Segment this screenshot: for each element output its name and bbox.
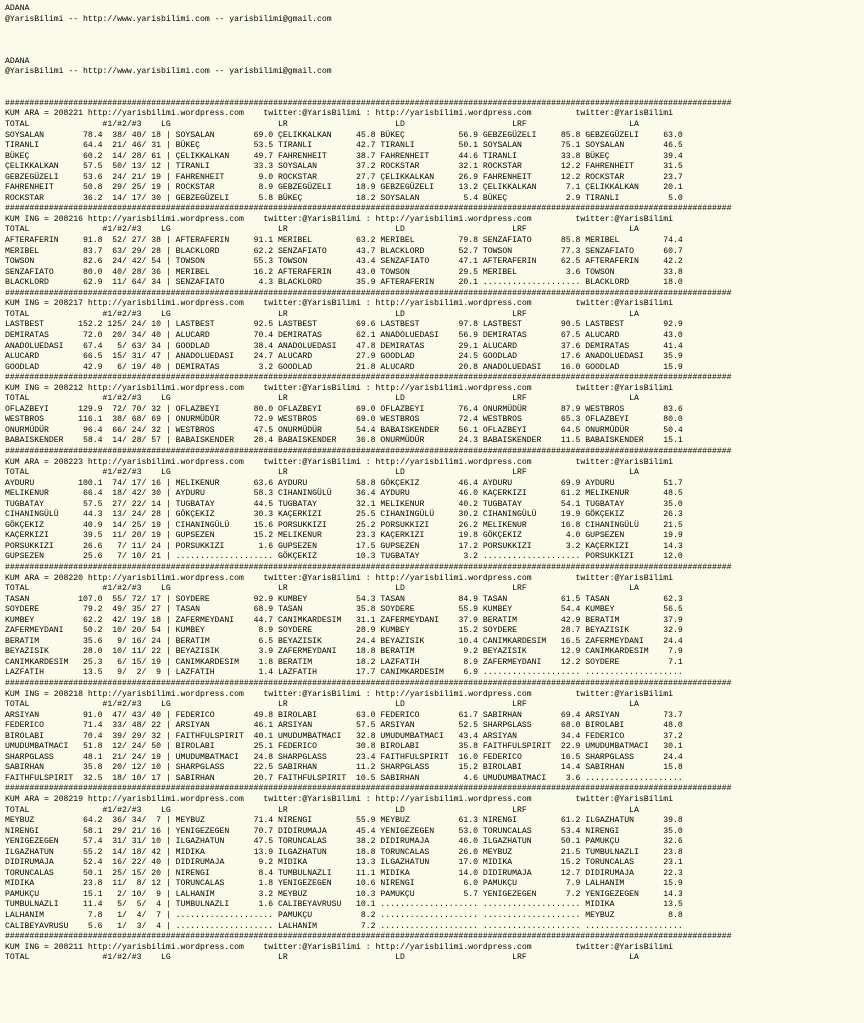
column-header: TOTAL #1/#2/#3 LG LR LD LRF LA: [5, 953, 639, 963]
runner-row: TASAN 107.0 55/ 72/ 17 | SOYDERE 92.9 KUMBEY 54.3 TASAN 84.9 TASAN 61.5 TASAN 62.3: [5, 594, 683, 604]
runner-row: GEBZEGÜZELI 53.6 24/ 21/ 19 | FAHRENHEIT 9.0 ROCKSTAR 27.7 ÇELIKKALKAN 26.9 FAHRENHEIT 12.2 ROCKSTAR 23.7: [5, 172, 683, 182]
runner-row: TIRANLI 64.4 21/ 46/ 31 | BÜKEÇ 53.5 TIRANLI 42.7 TIRANLI 50.1 SOYSALAN 75.1 SOYSALAN 46.5: [5, 141, 683, 151]
column-header: TOTAL #1/#2/#3 LG LR LD LRF LA: [5, 468, 639, 478]
runner-row: SENZAFIATO 80.0 40/ 28/ 36 | MERIBEL 16.2 AFTERAFERIN 43.0 TOWSON 29.5 MERIBEL 3.6 TOWSON 33.8: [5, 267, 683, 277]
site-credit: @YarisBilimi -- http://www.yarisbilimi.com -- yarisbilimi@gmail.com: [5, 14, 332, 24]
runner-row: LASTBEST 152.2 125/ 24/ 10 | LASTBEST 92.5 LASTBEST 69.6 LASTBEST 97.8 LASTBEST 90.5 LASTBEST 92.9: [5, 320, 683, 330]
runner-row: GOODLAD 42.9 6/ 19/ 40 | DEMIRATAS 3.2 GOODLAD 21.8 ALUCARD 20.8 ANADOLUEDASI 16.0 GOODLAD 15.9: [5, 362, 683, 372]
runner-row: BEYAZISIK 28.0 10/ 11/ 22 | BEYAZISIK 3.9 ZAFERMEYDANI 18.8 BERATIM 9.2 BEYAZISIK 12.9 CANIMKARDESIM 7.9: [5, 647, 683, 657]
venue-title: ADANA: [5, 56, 30, 66]
runner-row: UMUDUMBATMACI 51.8 12/ 24/ 50 | BIROLABI 25.1 FEDERICO 30.8 BIROLABI 35.8 FAITHFULSPIRIT 22.9 UMUDUMBATMACI 30.1: [5, 742, 683, 752]
runner-row: NIRENGI 58.1 29/ 21/ 16 | YENIGEZEGEN 70.7 DIDIRUMAJA 45.4 YENIGEZEGEN 53.0 TORUNCALAS 53.4 NIRENGI 35.0: [5, 826, 683, 836]
venue-title: ADANA: [5, 4, 30, 13]
runner-row: MELIKENUR 66.4 18/ 42/ 30 | AYDURU 58.3 CIHANINGÜLÜ 36.4 AYDURU 46.0 KAÇERKIZI 61.2 MELIKENUR 48.5: [5, 489, 683, 499]
runner-row: TUMBULNAZLI 11.4 5/ 5/ 4 | TUMBULNAZLI 1.6 CALIBEYAVRUSU 10.1 .................... .................... MIDIKA 13.5: [5, 900, 683, 910]
column-header: TOTAL #1/#2/#3 LG LR LD LRF LA: [5, 120, 639, 130]
runner-row: SHARPGLASS 48.1 21/ 24/ 19 | UMUDUMBATMACI 24.8 SHARPGLASS 23.4 FAITHFULSPIRIT 16.0 FEDERICO 16.5 SHARPGLASS 24.4: [5, 752, 683, 762]
runner-row: TUGBATAY 57.5 27/ 22/ 14 | TUGBATAY 44.5 TUGBATAY 32.1 MELIKENUR 40.2 TUGBATAY 54.1 TUGBATAY 35.0: [5, 499, 683, 509]
section-separator: #####################################################################################################################################################: [5, 446, 732, 456]
runner-row: ANADOLUEDASI 67.4 5/ 63/ 34 | GOODLAD 38.4 ANADOLUEDASI 47.8 DEMIRATAS 29.1 ALUCARD 37.6 DEMIRATAS 41.4: [5, 341, 683, 351]
column-header: TOTAL #1/#2/#3 LG LR LD LRF LA: [5, 394, 639, 404]
runner-row: TOWSON 82.6 24/ 42/ 54 | TOWSON 55.3 TOWSON 43.4 SENZAFIATO 47.1 AFTERAFERIN 62.5 AFTERAFERIN 42.2: [5, 257, 683, 267]
runner-row: ILGAZHATUN 55.2 14/ 18/ 42 | MIDIKA 13.9 ILGAZHATUN 18.8 TORUNCALAS 26.0 MEYBUZ 21.5 TUMBULNAZLI 23.8: [5, 847, 683, 857]
section-separator: #####################################################################################################################################################: [5, 204, 732, 214]
race-header: KUM ARA = 208220 http://yarisbilimi.wordpress.com twitter:@YarisBilimi : http://yarisbilimi.wordpress.com twitter:@YarisBilimi: [5, 573, 673, 583]
race-header: KUM ARA = 208223 http://yarisbilimi.wordpress.com twitter:@YarisBilimi : http://yarisbilimi.wordpress.com twitter:@YarisBilimi: [5, 457, 673, 467]
runner-row: GÖKÇEKIZ 40.9 14/ 25/ 19 | CIHANINGÜLÜ 15.6 PORSUKKIZI 25.2 PORSUKKIZI 26.2 MELIKENUR 16.8 CIHANINGÜLÜ 21.5: [5, 520, 683, 530]
runner-row: ÇELIKKALKAN 57.5 50/ 13/ 12 | TIRANLI 33.3 SOYSALAN 37.2 ROCKSTAR 32.1 ROCKSTAR 12.2 FAHRENHEIT 31.5: [5, 162, 683, 172]
blank-line: [5, 88, 864, 99]
runner-row: SOYDERE 79.2 49/ 35/ 27 | TASAN 68.9 TASAN 35.8 SOYDERE 55.9 KUMBEY 54.4 KUMBEY 56.5: [5, 605, 683, 615]
runner-row: OFLAZBEYI 129.9 72/ 70/ 32 | OFLAZBEYI 80.0 OFLAZBEYI 69.0 OFLAZBEYI 76.4 ONURMÜDÜR 87.9 WESTBROS 83.6: [5, 404, 683, 414]
column-header: TOTAL #1/#2/#3 LG LR LD LRF LA: [5, 309, 639, 319]
section-separator: #####################################################################################################################################################: [5, 288, 732, 298]
runner-row: FAHRENHEIT 50.8 29/ 25/ 19 | ROCKSTAR 8.9 GEBZEGÜZELI 18.9 GEBZEGÜZELI 13.2 ÇELIKKALKAN 7.1 ÇELIKKALKAN 20.1: [5, 183, 683, 193]
race-header: KUM ING = 208212 http://yarisbilimi.wordpress.com twitter:@YarisBilimi : http://yarisbilimi.wordpress.com twitter:@YarisBilimi: [5, 383, 673, 393]
race-header: KUM ING = 208217 http://yarisbilimi.wordpress.com twitter:@YarisBilimi : http://yarisbilimi.wordpress.com twitter:@YarisBilimi: [5, 299, 673, 309]
runner-row: GUPSEZEN 25.6 7/ 10/ 21 | .................... GÖKÇEKIZ 10.3 TUGBATAY 3.2 .................... PORSUKKIZI 12.0: [5, 552, 683, 562]
site-credit: @YarisBilimi -- http://www.yarisbilimi.com -- yarisbilimi@gmail.com: [5, 67, 332, 77]
runner-row: ROCKSTAR 36.2 14/ 17/ 30 | GEBZEGÜZELI 5.8 BÜKEÇ 18.2 SOYSALAN 5.4 BÜKEÇ 2.9 TIRANLI 5.0: [5, 193, 683, 203]
runner-row: PORSUKKIZI 26.6 7/ 11/ 24 | PORSUKKIZI 1.6 GUPSEZEN 17.5 GUPSEZEN 17.2 PORSUKKIZI 3.2 KAÇERKIZI 14.3: [5, 541, 683, 551]
runner-row: DEMIRATAS 72.0 20/ 34/ 40 | ALUCARD 70.4 DEMIRATAS 62.1 ANADOLUEDASI 56.9 DEMIRATAS 67.5 ALUCARD 43.0: [5, 330, 683, 340]
section-separator: #####################################################################################################################################################: [5, 373, 732, 383]
section-separator: #####################################################################################################################################################: [5, 562, 732, 572]
runner-row: KAÇERKIZI 39.5 11/ 20/ 19 | GUPSEZEN 15.2 MELIKENUR 23.3 KAÇERKIZI 19.8 GÖKÇEKIZ 4.0 GUPSEZEN 19.9: [5, 531, 683, 541]
runner-row: LALHANIM 7.8 1/ 4/ 7 | .................... PAMUKÇU 8.2 .................... .................... MEYBUZ 8.8: [5, 911, 683, 921]
runner-row: CALIBEYAVRUSU 5.6 1/ 3/ 4 | .................... LALHANIM 7.2 .................... .................... ....................: [5, 921, 683, 931]
runner-row: LAZFATIH 13.5 9/ 2/ 9 | LAZFATIH 1.4 LAZFATIH 17.7 CANIMKARDESIM 6.9 .................... ....................: [5, 668, 683, 678]
blank-line: [5, 78, 864, 89]
blank-line: [5, 46, 864, 57]
race-header: KUM ARA = 208219 http://yarisbilimi.wordpress.com twitter:@YarisBilimi : http://yarisbilimi.wordpress.com twitter:@YarisBilimi: [5, 795, 673, 805]
runner-row: CIHANINGÜLÜ 44.3 13/ 24/ 28 | GÖKÇEKIZ 30.3 KAÇERKIZI 25.5 CIHANINGÜLÜ 30.2 CIHANINGÜLÜ 19.9 GÖKÇEKIZ 26.3: [5, 510, 683, 520]
race-header: KUM ING = 208211 http://yarisbilimi.wordpress.com twitter:@YarisBilimi : http://yarisbilimi.wordpress.com twitter:@YarisBilimi: [5, 942, 673, 952]
runner-row: ARSIYAN 91.0 47/ 43/ 40 | FEDERICO 49.8 BIROLABI 63.0 FEDERICO 61.7 SABIRHAN 69.4 ARSIYAN 73.7: [5, 710, 683, 720]
runner-row: BLACKLORD 62.9 11/ 64/ 34 | SENZAFIATO 4.3 BLACKLORD 35.9 AFTERAFERIN 20.1 .................... BLACKLORD 18.0: [5, 278, 683, 288]
runner-row: MEYBUZ 64.2 36/ 34/ 7 | MEYBUZ 71.4 NIRENGI 55.9 MEYBUZ 61.3 NIRENGI 61.2 ILGAZHATUN 39.8: [5, 816, 683, 826]
section-separator: #####################################################################################################################################################: [5, 932, 732, 942]
runner-row: PAMUKÇU 15.1 2/ 10/ 9 | LALHANIM 3.2 MEYBUZ 10.3 PAMUKÇU 5.7 YENIGEZEGEN 7.2 YENIGEZEGEN 14.3: [5, 889, 683, 899]
column-header: TOTAL #1/#2/#3 LG LR LD LRF LA: [5, 805, 639, 815]
section-separator: #####################################################################################################################################################: [5, 679, 732, 688]
runner-row: BERATIM 35.6 9/ 16/ 24 | BERATIM 6.5 BEYAZISIK 24.4 BEYAZISIK 10.4 CANIMKARDESIM 16.5 ZAFERMEYDANI 24.4: [5, 636, 683, 646]
runner-row: ALUCARD 66.5 15/ 31/ 47 | ANADOLUEDASI 24.7 ALUCARD 27.9 GOODLAD 24.5 GOODLAD 17.6 ANADOLUEDASI 35.9: [5, 352, 683, 362]
race-header: KUM ARA = 208221 http://yarisbilimi.wordpress.com twitter:@YarisBilimi : http://yarisbilimi.wordpress.com twitter:@YarisBilimi: [5, 109, 673, 119]
runner-row: MERIBEL 83.7 63/ 29/ 28 | BLACKLORD 62.2 SENZAFIATO 43.7 BLACKLORD 52.7 TOWSON 77.3 SENZAFIATO 60.7: [5, 246, 683, 256]
runner-row: FAITHFULSPIRIT 32.5 18/ 10/ 17 | SABIRHAN 20.7 FAITHFULSPIRIT 10.5 SABIRHAN 4.6 UMUDUMBATMACI 3.6 ....................: [5, 773, 683, 783]
runner-row: BIROLABI 70.4 39/ 29/ 32 | FAITHFULSPIRIT 40.1 UMUDUMBATMACI 32.8 UMUDUMBATMACI 43.4 ARSIYAN 34.4 FEDERICO 37.2: [5, 731, 683, 741]
runner-row: YENIGEZEGEN 57.4 31/ 31/ 10 | ILGAZHATUN 47.5 TORUNCALAS 38.2 DIDIRUMAJA 46.0 ILGAZHATUN 50.1 PAMUKÇU 32.6: [5, 837, 683, 847]
runner-row: AFTERAFERIN 91.8 52/ 27/ 38 | AFTERAFERIN 91.1 MERIBEL 63.2 MERIBEL 79.8 SENZAFIATO 85.8 MERIBEL 74.4: [5, 236, 683, 246]
blank-line: [5, 36, 864, 47]
runner-row: AYDURU 100.1 74/ 17/ 16 | MELIKENUR 63.6 AYDURU 58.8 GÖKÇEKIZ 46.4 AYDURU 69.9 AYDURU 51.7: [5, 478, 683, 488]
runner-row: CANIMKARDESIM 25.3 6/ 15/ 19 | CANIMKARDESIM 1.8 BERATIM 18.2 LAZFATIH 8.9 ZAFERMEYDANI 12.2 SOYDERE 7.1: [5, 657, 683, 667]
runner-row: SABIRHAN 35.8 20/ 12/ 10 | SHARPGLASS 22.5 SABIRHAN 11.2 SHARPGLASS 15.2 BIROLABI 14.4 SABIRHAN 15.8: [5, 763, 683, 773]
section-separator: #####################################################################################################################################################: [5, 784, 732, 794]
runner-row: DIDIRUMAJA 52.4 16/ 22/ 40 | DIDIRUMAJA 9.2 MIDIKA 13.3 ILGAZHATUN 17.0 MIDIKA 15.2 TORUNCALAS 23.1: [5, 858, 683, 868]
runner-row: ZAFERMEYDANI 50.2 10/ 20/ 54 | KUMBEY 8.9 SOYDERE 28.9 KUMBEY 15.2 SOYDERE 28.7 BEYAZISIK 32.9: [5, 626, 683, 636]
runner-row: SOYSALAN 78.4 38/ 40/ 18 | SOYSALAN 69.0 ÇELIKKALKAN 45.8 BÜKEÇ 56.9 GEBZEGÜZELI 85.8 GEBZEGÜZELI 63.0: [5, 130, 683, 140]
race-header: KUM ING = 208216 http://yarisbilimi.wordpress.com twitter:@YarisBilimi : http://yarisbilimi.wordpress.com twitter:@YarisBilimi: [5, 214, 673, 224]
runner-row: BÜKEÇ 60.2 14/ 28/ 61 | ÇELIKKALKAN 49.7 FAHRENHEIT 38.7 FAHRENHEIT 44.6 TIRANLI 33.8 BÜKEÇ 39.4: [5, 151, 683, 161]
column-header: TOTAL #1/#2/#3 LG LR LD LRF LA: [5, 225, 639, 235]
runner-row: KUMBEY 62.2 42/ 19/ 18 | ZAFERMEYDANI 44.7 CANIMKARDESIM 31.1 ZAFERMEYDANI 37.9 BERATIM 42.9 BERATIM 37.9: [5, 615, 683, 625]
runner-row: BABAISKENDER 58.4 14/ 28/ 57 | BABAISKENDER 28.4 BABAISKENDER 36.8 ONURMÜDÜR 24.3 BABAISKENDER 11.5 BABAISKENDER 15.1: [5, 436, 683, 446]
column-header: TOTAL #1/#2/#3 LG LR LD LRF LA: [5, 584, 639, 594]
runner-row: MIDIKA 23.8 11/ 8/ 12 | TORUNCALAS 1.8 YENIGEZEGEN 10.6 NIRENGI 6.0 PAMUKÇU 7.9 LALHANIM 15.9: [5, 879, 683, 889]
blank-line: [5, 25, 864, 36]
runner-row: WESTBROS 116.1 38/ 68/ 69 | ONURMÜDÜR 72.9 WESTBROS 69.0 WESTBROS 72.4 WESTBROS 65.3 OFLAZBEYI 80.0: [5, 415, 683, 425]
runner-row: TORUNCALAS 50.1 25/ 15/ 20 | NIRENGI 8.4 TUMBULNAZLI 11.1 MIDIKA 14.0 DIDIRUMAJA 12.7 DIDIRUMAJA 22.3: [5, 868, 683, 878]
runner-row: FEDERICO 71.4 33/ 48/ 22 | ARSIYAN 46.1 ARSIYAN 57.5 ARSIYAN 52.5 SHARPGLASS 68.0 BIROLABI 48.0: [5, 721, 683, 731]
section-separator: #####################################################################################################################################################: [5, 98, 732, 108]
race-header: KUM ING = 208218 http://yarisbilimi.wordpress.com twitter:@YarisBilimi : http://yarisbilimi.wordpress.com twitter:@YarisBilimi: [5, 689, 673, 699]
column-header: TOTAL #1/#2/#3 LG LR LD LRF LA: [5, 700, 639, 710]
runner-row: ONURMÜDÜR 96.4 66/ 24/ 32 | WESTBROS 47.5 ONURMÜDÜR 54.4 BABAISKENDER 56.1 OFLAZBEYI 64.5 ONURMÜDÜR 50.4: [5, 425, 683, 435]
